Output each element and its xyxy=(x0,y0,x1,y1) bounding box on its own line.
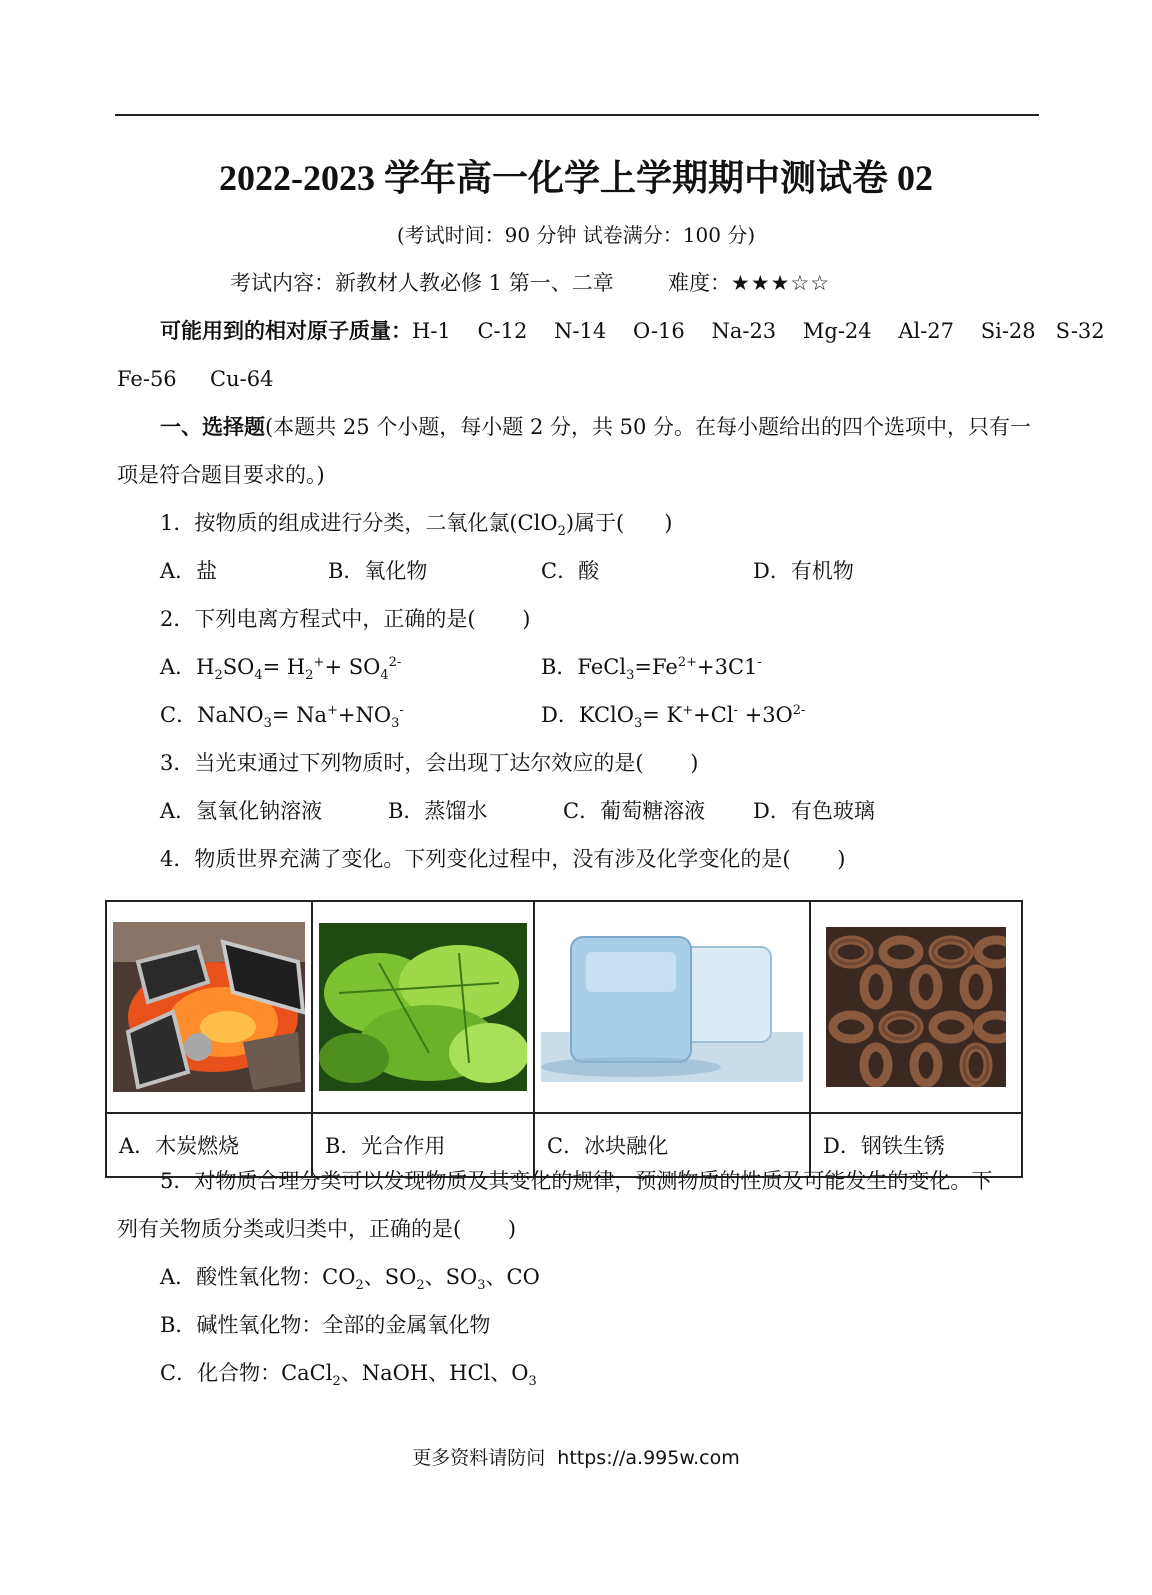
q4-image-cell-b xyxy=(312,901,534,1113)
section-instructions: (本题共 25 个小题，每小题 2 分，共 50 分。在每小题给出的四个选项中，只有一 xyxy=(265,415,1032,439)
charcoal-fire-image xyxy=(113,922,305,1092)
footer-link[interactable]: 更多资料请防问 https://a.995w.com xyxy=(412,1447,740,1469)
section-heading: 一、选择题 xyxy=(160,414,265,439)
q5-option-c: C．化合物：CaCl$_2$、NaOH、HCl、$O_3$ xyxy=(160,1361,537,1390)
difficulty-line xyxy=(668,268,830,298)
question-4-stem: 4．物质世界充满了变化。下列变化过程中，没有涉及化学变化的是( ) xyxy=(160,847,846,871)
q3-option-b: B．蒸馏水 xyxy=(388,799,488,823)
q4-caption-d: D．钢铁生锈 xyxy=(810,1113,1022,1177)
ice-cubes-image xyxy=(541,932,803,1082)
masses-values: H-1 C-12 N-14 O-16 Na-23 Mg-24 Al-27 Si-28 S-32 xyxy=(412,319,1105,343)
q3-option-d: D．有色玻璃 xyxy=(753,799,875,823)
question-5-stem-cont: 列有关物质分类或归类中，正确的是( ) xyxy=(117,1217,517,1241)
content-value: 新教材人教必修 1 第一、二章 xyxy=(335,271,614,295)
q4-caption-a: A．木炭燃烧 xyxy=(106,1113,312,1177)
q3-option-c: C．葡萄糖溶液 xyxy=(563,799,706,823)
q4-image-cell-c xyxy=(534,901,810,1113)
content-label: 考试内容： xyxy=(230,271,335,295)
atomic-masses-line1 xyxy=(160,316,1105,346)
green-leaves-image xyxy=(319,923,527,1091)
q5-option-a: A．酸性氧化物：$CO_2$、$SO_2$、$SO_3$、CO xyxy=(160,1265,540,1294)
question-3-stem: 3．当光束通过下列物质时，会出现丁达尔效应的是( ) xyxy=(160,751,699,775)
section-heading-line xyxy=(160,412,1031,442)
q1-stem-end: )属于( ) xyxy=(565,511,673,535)
q3-option-a: A．氢氧化钠溶液 xyxy=(160,799,323,823)
q1-stem-sub: 2 xyxy=(557,524,566,540)
q1-option-d: D．有机物 xyxy=(753,559,854,583)
q1-stem-text: 1．按物质的组成进行分类，二氧化氯(ClO xyxy=(160,511,558,535)
question-2-stem: 2．下列电离方程式中，正确的是( ) xyxy=(160,607,531,631)
exam-title: 2022-2023 学年高一化学上学期期中测试卷 02 xyxy=(219,158,933,198)
q1-option-a: A．盐 xyxy=(160,559,218,583)
question-5-stem: 5．对物质合理分类可以发现物质及其变化的规律，预测物质的性质及可能发生的变化。下 xyxy=(160,1169,993,1193)
difficulty-label: 难度： xyxy=(668,271,731,295)
difficulty-stars: ★★★☆☆ xyxy=(731,271,831,295)
section-instructions-cont: 项是符合题目要求的。) xyxy=(117,463,325,487)
exam-time-info: (考试时间：90 分钟 试卷满分：100 分) xyxy=(396,223,756,247)
q4-caption-c: C．冰块融化 xyxy=(534,1113,810,1177)
exam-content-line xyxy=(230,268,614,298)
q4-caption-b: B．光合作用 xyxy=(312,1113,534,1177)
q1-option-c: C．酸 xyxy=(541,559,600,583)
masses-label: 可能用到的相对原子质量： xyxy=(160,318,412,343)
header-rule xyxy=(115,114,1039,116)
q2-option-a: A．$H_2SO_4= H_2^++ SO_4^{2-}$ xyxy=(160,655,402,684)
q4-options-table xyxy=(105,900,1023,1178)
atomic-masses-line2: Fe-56 Cu-64 xyxy=(117,367,274,391)
q5-option-b: B．碱性氧化物：全部的金属氧化物 xyxy=(160,1313,491,1337)
q2-option-c: C．NaNO$_3$= $Na^++NO_3^-$ xyxy=(160,703,404,732)
q4-image-cell-d xyxy=(810,901,1022,1113)
q2-option-b: B．$FeCl_3=Fe^{2+}+3C1^-$ xyxy=(541,655,762,684)
q4-image-cell-a xyxy=(106,901,312,1113)
q2-option-d: D．KClO$_3$= $K^++Cl^- +3O^{2-}$ xyxy=(541,703,806,732)
rusty-chain-image xyxy=(826,927,1006,1087)
q1-option-b: B．氧化物 xyxy=(328,559,428,583)
question-1-stem xyxy=(160,508,672,538)
